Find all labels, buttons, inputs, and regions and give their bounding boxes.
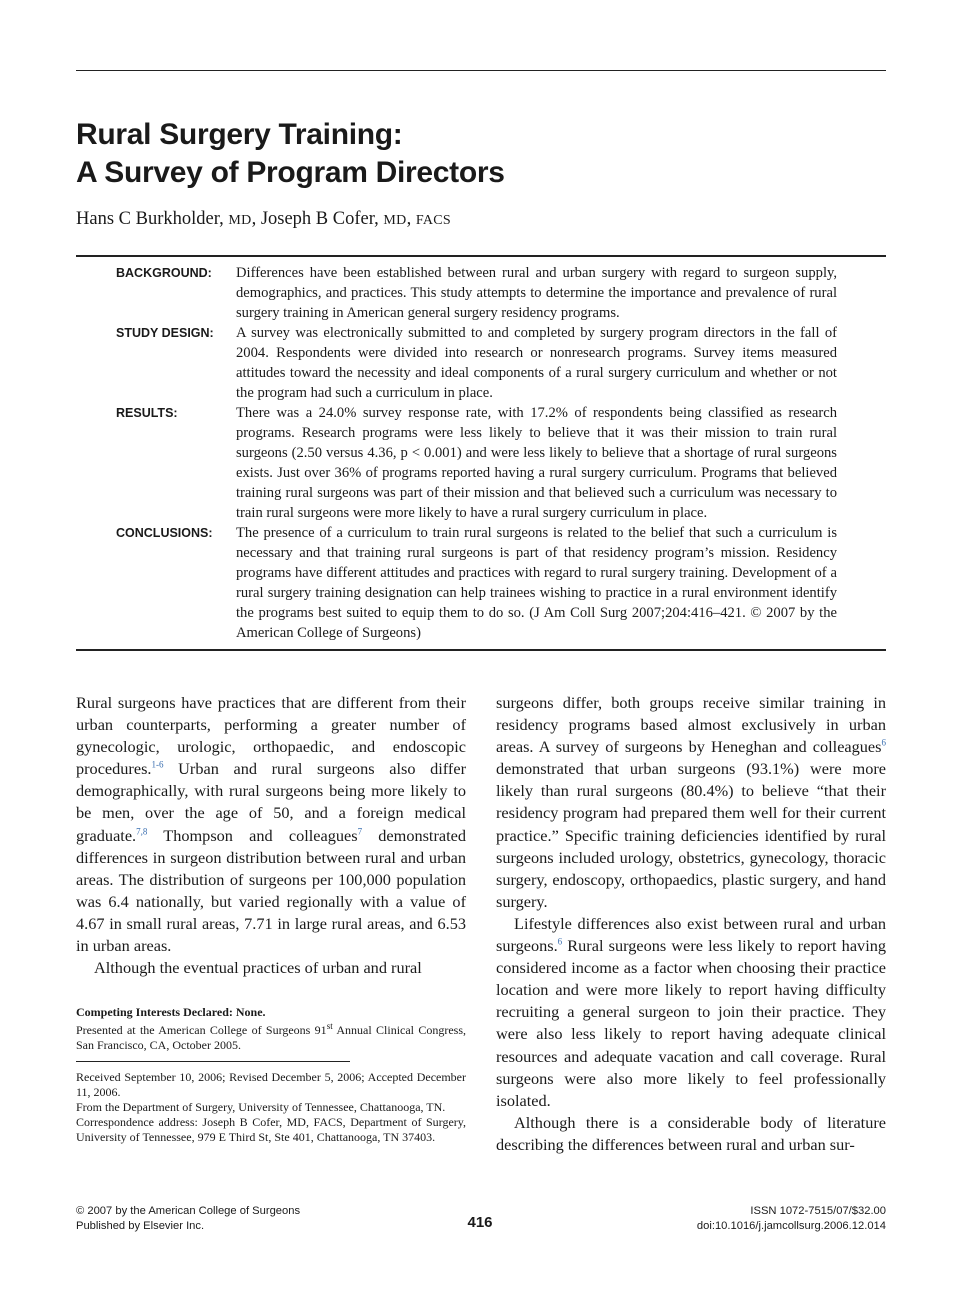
- abstract-label: BACKGROUND:: [116, 266, 212, 280]
- citation-link[interactable]: 6: [881, 737, 886, 748]
- title-line-1: Rural Surgery Training:: [76, 118, 403, 151]
- abstract-section-study-design: [76, 323, 886, 403]
- abstract-text: The presence of a curriculum to train rural surgeons is related to the belief that such a curriculum is necessary and that training rural surgeons is part of that residency program’s mission. Residency programs have different attitudes and practices with regard to rural surgery training. Development of a rural surgery training designation can help trainees wishing to practice in a rural environment identify the programs best suited to equip them to do so. (J Am Coll Surg 2007;204:416–421. © 2007 by the American College of Surgeons): [236, 525, 837, 641]
- abstract-section-background: [76, 263, 886, 323]
- body-paragraph: Although there is a considerable body of literature describing the differences between rural and urban sur-: [496, 1112, 886, 1154]
- abstract-label: STUDY DESIGN:: [116, 326, 214, 340]
- copyright-line: © 2007 by the American College of Surgeons: [76, 1205, 301, 1217]
- body-paragraph: Rural surgeons have practices that are different from their urban counterparts, performing a greater number of gynecologic, urologic, orthopaedic, and endoscopic procedures.$^{1-6}$ Urban and rural surgeons also differ demographically, with rural surgeons being more likely to be men, over the age of 50, and a foreign medical graduate.$^{7,8}$ Thompson and colleagues$^7$ demonstrated differences in surgeon distribution between rural and urban areas. The distribution of surgeons per 100,000 population was 6.4 nationally, but varied regionally with a value of 4.67 in small rural areas, 7.71 in large rural areas, and 6.53 in urban areas.: [76, 693, 466, 956]
- presented-note: Presented at the American College of Surgeons 91st Annual Clinical Congress, San Francisco, CA, October 2005.: [76, 1021, 467, 1053]
- publisher-line: Published by Elsevier Inc.: [76, 1220, 205, 1232]
- author-2-degree-facs: FACS: [415, 213, 452, 228]
- author-1-name: Hans C Burkholder,: [76, 209, 224, 229]
- author-1-degree: MD: [228, 213, 252, 228]
- correspondence-address: Correspondence address: Joseph B Cofer, MD, FACS, Department of Surgery, University of Tennessee, 979 E Third St, Ste 401, Chattanooga, TN 37403.: [76, 1115, 466, 1145]
- title-line-2: A Survey of Program Directors: [76, 156, 505, 189]
- department-note: From the Department of Surgery, University of Tennessee, Chattanooga, TN.: [76, 1100, 446, 1115]
- author-separator: ,: [251, 209, 257, 229]
- page-number: 416: [467, 1214, 493, 1231]
- doi-link[interactable]: doi:10.1016/j.jamcollsurg.2006.12.014: [696, 1220, 886, 1232]
- abstract-section-conclusions: [76, 523, 886, 643]
- body-paragraph: surgeons differ, both groups receive similar training in residency programs based almost exclusively in urban areas. A survey of surgeons by Heneghan and colleagues$^6$ demonstrated that urban surgeons (93.1%) were more likely than rural surgeons (80.4%) to believe “that their residency program had prepared them well for their current practice.” Specific training deficiencies identified by rural surgeons included urology, obstetrics, gynecology, thoracic surgery, endoscopy, orthopaedics, plastic surgery, and hand surgery.: [496, 693, 886, 911]
- abstract-text: A survey was electronically submitted to and completed by surgery program directors in the fall of 2004. Respondents were divided into research or nonresearch programs. Survey items measured attitudes toward the necessity and ideal components of a rural surgery curriculum and whether or not the program had such a curriculum in place.: [236, 325, 837, 401]
- abstract-section-results: [76, 403, 886, 523]
- citation-link[interactable]: 6: [557, 936, 563, 947]
- abstract-box: [76, 255, 886, 651]
- abstract-text: Differences have been established between rural and urban surgery with regard to surgeon supply, demographics, and practices. This study attempts to determine the importance and prevalence of rural surgery training in American general surgery residency programs.: [236, 265, 837, 321]
- body-column-left: [76, 692, 466, 979]
- citation-link[interactable]: 1-6: [151, 759, 164, 770]
- issn-line: ISSN 1072-7515/07/$32.00: [750, 1205, 886, 1217]
- body-column-right: [496, 692, 886, 1156]
- author-2-degree-md: MD: [383, 213, 407, 228]
- author-list: Hans C Burkholder, MD, Joseph B Cofer, MD, FACS: [76, 209, 452, 229]
- citation-link[interactable]: 7,8: [136, 826, 148, 837]
- abstract-text: There was a 24.0% survey response rate, with 17.2% of respondents being classified as research programs. Research programs were less likely to believe that it was their mission to train rural surgeons (2.50 versus 4.36, p < 0.001) and were less likely to believe that a shortage of rural surgeons exists. Just over 36% of programs reported having a rural surgery curriculum. Programs that believed training rural surgeons was part of their mission and that believed such a curriculum was necessary to train rural surgeons were more likely to have a rural surgery curriculum in place.: [236, 405, 837, 521]
- body-paragraph: Lifestyle differences also exist between rural and urban surgeons.$^6$ Rural surgeons were less likely to report having considered income as a factor when choosing their practice location and were more likely to report having difficulty recruiting a general surgeon to join their practice. They were also less likely to report having adequate clinical resources and adequate vacation and call coverage. Rural surgeons were also more likely to feel professionally isolated.: [496, 913, 886, 1110]
- author-2-name: Joseph B Cofer,: [260, 209, 379, 229]
- abstract-label: RESULTS:: [116, 406, 178, 420]
- footer-left: [76, 1204, 300, 1234]
- body-paragraph: Although the eventual practices of urban and rural: [94, 958, 422, 978]
- footnote-divider: [76, 1061, 350, 1062]
- abstract-label: CONCLUSIONS:: [116, 526, 213, 540]
- received-dates: Received September 10, 2006; Revised December 5, 2006; Accepted December 11, 2006.: [76, 1069, 466, 1099]
- top-rule: [76, 70, 886, 71]
- footnotes: [76, 1005, 466, 1146]
- citation-link[interactable]: 7: [357, 826, 363, 837]
- footer-right: [697, 1204, 886, 1234]
- competing-interests: Competing Interests Declared: None.: [76, 1005, 266, 1019]
- article-title: [76, 116, 886, 192]
